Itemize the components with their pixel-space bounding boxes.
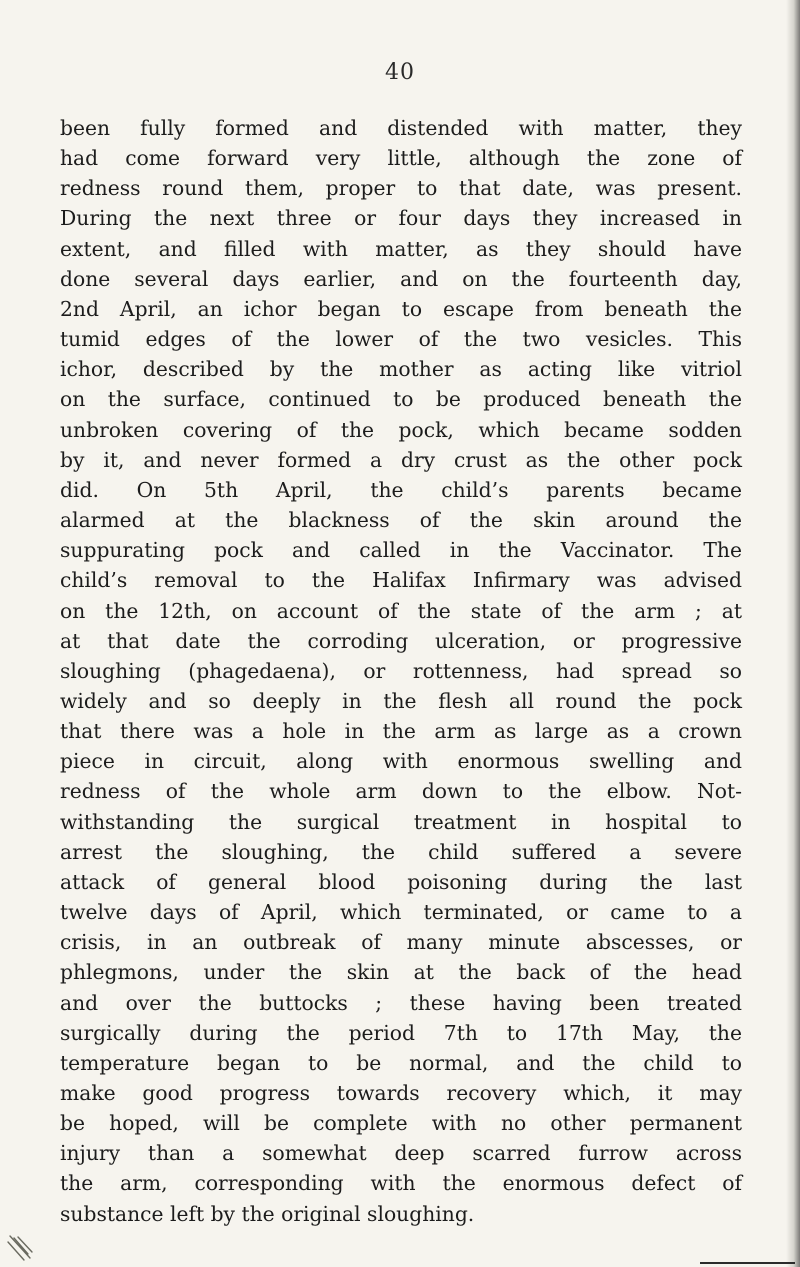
- page-number: 40: [385, 60, 415, 85]
- text-line: tumid edges of the lower of the two vesicles. This: [60, 327, 742, 352]
- text-line: twelve days of April, which terminated, or came to a: [60, 900, 742, 925]
- text-line: sloughing (phagedaena), or rottenness, had spread so: [60, 658, 742, 683]
- text-line: suppurating pock and called in the Vaccinator. The: [60, 538, 742, 563]
- text-line: alarmed at the blackness of the skin around the: [60, 508, 742, 533]
- text-line: redness round them, proper to that date, was present.: [60, 176, 742, 201]
- text-line: been fully formed and distended with matter, they: [60, 116, 742, 140]
- text-line: ichor, described by the mother as acting like vitriol: [60, 357, 742, 382]
- text-line: the arm, corresponding with the enormous defect of: [60, 1171, 742, 1196]
- text-line: by it, and never formed a dry crust as the other pock: [60, 447, 742, 472]
- text-line: temperature began to be normal, and the child to: [60, 1050, 742, 1075]
- text-line: 2nd April, an ichor began to escape from beneath the: [60, 296, 742, 321]
- page-edge-shadow: [786, 0, 800, 1267]
- text-line: During the next three or four days they increased in: [60, 206, 742, 231]
- text-line: child’s removal to the Halifax Infirmary was advised: [60, 568, 742, 593]
- text-line: done several days earlier, and on the fourteenth day,: [60, 266, 742, 291]
- text-line: redness of the whole arm down to the elbow. Not-: [60, 779, 742, 804]
- body-paragraph: [60, 113, 742, 1229]
- text-line: extent, and filled with matter, as they should have: [60, 236, 742, 261]
- text-line: substance left by the original sloughing.: [60, 1201, 475, 1226]
- text-line: attack of general blood poisoning during the last: [60, 869, 742, 894]
- text-line: that there was a hole in the arm as large as a crown: [60, 719, 742, 744]
- text-line: be hoped, will be complete with no other permanent: [60, 1111, 742, 1136]
- corner-stamp-mark: [4, 1234, 36, 1264]
- text-line: and over the buttocks ; these having been treated: [60, 990, 742, 1015]
- text-line: unbroken covering of the pock, which became sodden: [60, 417, 742, 442]
- text-line: make good progress towards recovery which, it may: [60, 1081, 742, 1105]
- text-line: withstanding the surgical treatment in hospital to: [60, 809, 742, 834]
- text-line: on the 12th, on account of the state of the arm ; at: [60, 598, 742, 623]
- text-line: did. On 5th April, the child’s parents became: [60, 477, 742, 502]
- text-line: arrest the sloughing, the child suffered a severe: [60, 839, 742, 864]
- text-line: had come forward very little, although the zone of: [60, 146, 742, 171]
- text-line: crisis, in an outbreak of many minute abscesses, or: [60, 930, 742, 955]
- text-line: at that date the corroding ulceration, or progressive: [60, 628, 742, 653]
- text-line: surgically during the period 7th to 17th May, the: [60, 1020, 742, 1045]
- text-line: phlegmons, under the skin at the back of the head: [60, 960, 742, 985]
- text-line: on the surface, continued to be produced beneath the: [60, 387, 742, 412]
- bottom-rule: [700, 1262, 795, 1264]
- text-line: piece in circuit, along with enormous swelling and: [60, 749, 742, 774]
- text-line: widely and so deeply in the flesh all round the pock: [60, 688, 742, 713]
- text-line: injury than a somewhat deep scarred furrow across: [60, 1141, 742, 1166]
